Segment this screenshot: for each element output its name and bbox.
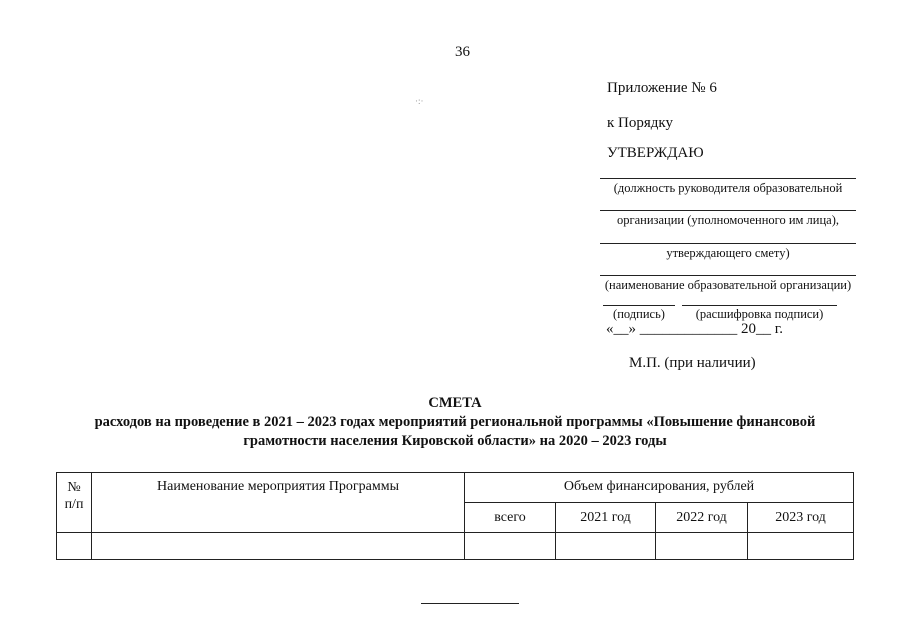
cell-2022[interactable]	[656, 533, 748, 560]
date-line: «__» _____________ 20__ г.	[606, 321, 783, 337]
to-order-label: к Порядку	[607, 115, 673, 131]
page-number: 36	[455, 44, 470, 60]
org-name-line	[600, 275, 856, 276]
header-2022: 2022 год	[656, 503, 748, 533]
document-subtitle-line-1: расходов на проведение в 2021 – 2023 годах мероприятий региональной программы «Повышение финансовой	[94, 414, 816, 430]
position-caption-1: (должность руководителя образовательной	[613, 181, 843, 195]
document-subtitle-line-2: грамотности населения Кировской области» на 2020 – 2023 годы	[243, 433, 667, 449]
cell-2023[interactable]	[748, 533, 854, 560]
approve-label: УТВЕРЖДАЮ	[607, 145, 704, 161]
org-name-caption: (наименование образовательной организации)	[604, 278, 852, 292]
scan-speck: ·:·	[415, 96, 424, 106]
footer-separator	[421, 603, 519, 604]
header-number-pp: п/п	[64, 497, 84, 512]
table-row	[57, 533, 854, 560]
cell-total[interactable]	[465, 533, 556, 560]
decoding-caption: (расшифровка подписи)	[695, 307, 824, 321]
signature-caption: (подпись)	[613, 307, 665, 321]
stamp-label: М.П. (при наличии)	[629, 355, 756, 371]
header-number-sign: №	[67, 480, 81, 495]
cell-event-name[interactable]	[92, 533, 465, 560]
header-event-name: Наименование мероприятия Программы	[92, 473, 465, 533]
position-caption-2: организации (уполномоченного им лица),	[616, 213, 840, 227]
header-number	[57, 473, 92, 533]
header-funding: Объем финансирования, рублей	[465, 473, 854, 503]
position-caption-3: утверждающего смету)	[666, 246, 790, 260]
document-title: СМЕТА	[428, 395, 482, 411]
cell-number[interactable]	[57, 533, 92, 560]
signature-line	[603, 305, 675, 306]
estimate-table	[56, 472, 854, 560]
header-2023: 2023 год	[748, 503, 854, 533]
header-2021: 2021 год	[556, 503, 656, 533]
cell-2021[interactable]	[556, 533, 656, 560]
position-line-3	[600, 243, 856, 244]
position-line-2	[600, 210, 856, 211]
position-line	[600, 178, 856, 179]
header-total: всего	[465, 503, 556, 533]
decoding-line	[682, 305, 837, 306]
appendix-label: Приложение № 6	[607, 80, 717, 96]
